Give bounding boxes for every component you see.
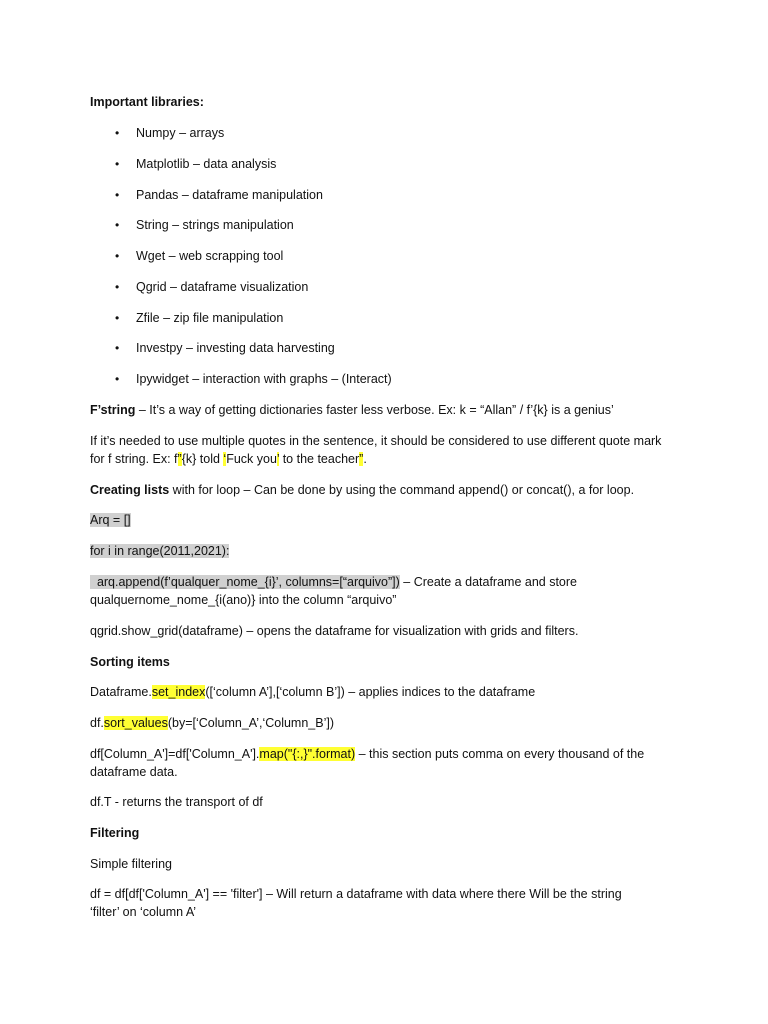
highlight: ‘ — [223, 452, 227, 466]
quotes-line-1: If it’s needed to use multiple quotes in the sentence, it should be considered to use different quote mark — [90, 434, 662, 448]
sorting-text: Dataframe. — [90, 685, 152, 699]
bullet-icon: • — [115, 341, 120, 355]
quotes-text: Fuck you — [226, 452, 277, 466]
code-text: Arq = [] — [90, 513, 131, 527]
code-text: for i in range(2011,2021): — [90, 544, 230, 558]
list-item: Pandas – dataframe manipulation — [136, 188, 323, 202]
list-item: Zfile – zip file manipulation — [136, 311, 284, 325]
filter-line-2: ‘filter’ on ‘column A’ — [90, 905, 197, 919]
quotes-text: . — [363, 452, 367, 466]
bullet-icon: • — [115, 372, 120, 386]
list-item: Wget – web scrapping tool — [136, 249, 284, 263]
filtering-heading: Filtering — [90, 826, 140, 840]
libraries-heading: Important libraries: — [90, 95, 204, 109]
qgrid-paragraph: qgrid.show_grid(dataframe) – opens the dataframe for visualization with grids and filters. — [90, 624, 579, 638]
list-item: String – strings manipulation — [136, 218, 294, 232]
filter-line-1: df = df[df['Column_A'] == 'filter'] – Will return a dataframe with data where there Will be the string — [90, 887, 622, 901]
lists-term: Creating lists — [90, 483, 170, 497]
list-item: Qgrid – dataframe visualization — [136, 280, 309, 294]
sorting-text: df[Column_A']=df['Column_A']. — [90, 747, 260, 761]
simple-filtering: Simple filtering — [90, 857, 172, 871]
code-arq — [90, 512, 131, 529]
sorting-text: df. — [90, 716, 104, 730]
lists-paragraph — [90, 482, 634, 499]
highlight: set_index — [151, 685, 206, 699]
transpose-line: df.T - returns the transport of df — [90, 795, 263, 809]
sorting-heading: Sorting items — [90, 655, 170, 669]
code-for — [90, 543, 229, 560]
set-index-line — [90, 684, 535, 701]
bullet-icon: • — [115, 188, 120, 202]
quotes-text: for f string. Ex: f — [90, 452, 178, 466]
highlight: map("{:,}".format) — [259, 747, 356, 761]
code-append-line-2: qualquernome_nome_{i(ano)} into the column “arquivo” — [90, 593, 397, 607]
sort-values-line — [90, 715, 334, 732]
quotes-text: to the teacher — [279, 452, 360, 466]
fstring-text: – It’s a way of getting dictionaries faster less verbose. Ex: k = “Allan” / f’{k} is a genius’ — [135, 403, 614, 417]
highlight: ’ — [276, 452, 280, 466]
code-append — [90, 574, 577, 591]
highlight: ” — [359, 452, 364, 466]
sorting-text: ([‘column A’],[‘column B’]) – applies indices to the dataframe — [205, 685, 536, 699]
code-desc: – Create a dataframe and store — [399, 575, 577, 589]
highlight: ” — [177, 452, 182, 466]
fstring-paragraph — [90, 402, 614, 419]
bullet-icon: • — [115, 249, 120, 263]
fstring-term: F’string — [90, 403, 136, 417]
list-item: Ipywidget – interaction with graphs – (Interact) — [136, 372, 392, 386]
bullet-icon: • — [115, 311, 120, 325]
sorting-text: – this section puts comma on every thousand of the — [355, 747, 645, 761]
quotes-text: {k} told — [181, 452, 224, 466]
lists-text: with for loop – Can be done by using the command append() or concat(), a for loop. — [169, 483, 635, 497]
highlight: sort_values — [103, 716, 168, 730]
bullet-icon: • — [115, 157, 120, 171]
sorting-text: (by=[‘Column_A’,‘Column_B’]) — [167, 716, 334, 730]
code-text: arq.append(f’qualquer_nome_{i}’, columns=[“arquivo”]) — [90, 575, 400, 589]
list-item: Investpy – investing data harvesting — [136, 341, 335, 355]
bullet-icon: • — [115, 280, 120, 294]
map-line-2: dataframe data. — [90, 765, 178, 779]
bullet-icon: • — [115, 126, 120, 140]
bullet-icon: • — [115, 218, 120, 232]
map-line — [90, 746, 644, 763]
quotes-line-2 — [90, 451, 367, 468]
list-item: Matplotlib – data analysis — [136, 157, 277, 171]
list-item: Numpy – arrays — [136, 126, 225, 140]
